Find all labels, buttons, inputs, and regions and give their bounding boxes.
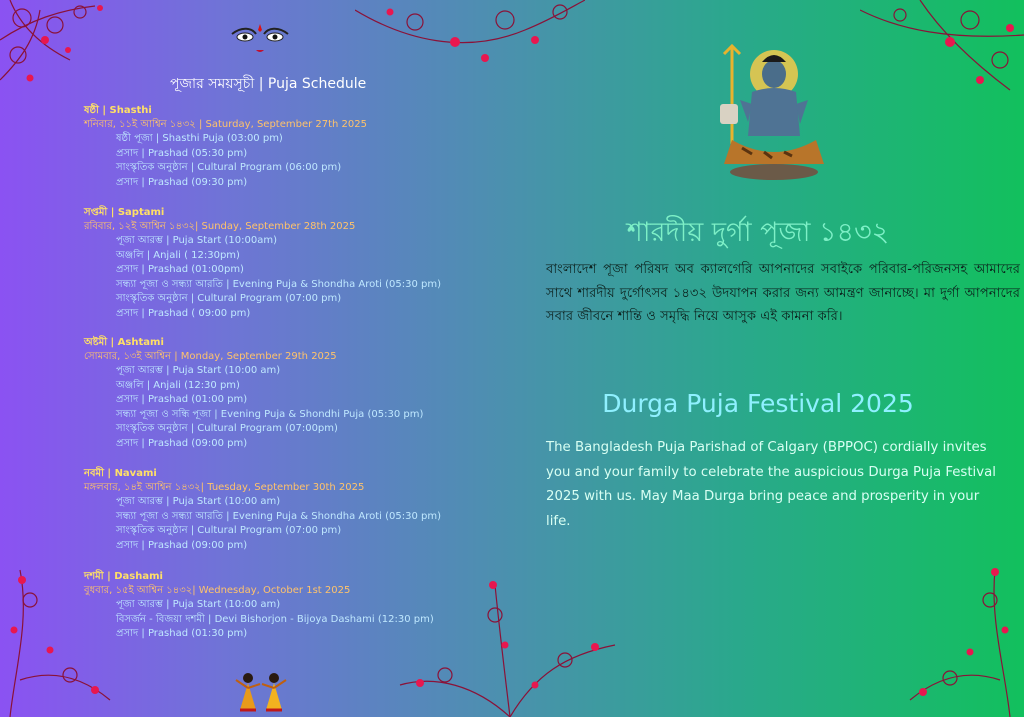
day-title: দশমী | Dashami bbox=[84, 571, 163, 582]
day-date: রবিবার, ১২ই আশ্বিন ১৪৩২| Sunday, September 28th 2025 bbox=[84, 221, 356, 232]
event-item: সন্ধ্যা পূজা ও সন্ধি পূজা | Evening Puja & Shondhi Puja (05:30 pm) bbox=[116, 408, 424, 420]
event-item: অঞ্জলি | Anjali (12:30 pm) bbox=[116, 379, 240, 391]
english-title: Durga Puja Festival 2025 bbox=[602, 389, 914, 418]
event-item: প্রসাদ | Prashad (09:30 pm) bbox=[116, 176, 248, 188]
event-item: পূজা আরম্ভ | Puja Start (10:00 am) bbox=[116, 599, 281, 610]
day-date: সোমবার, ১৩ই আশ্বিন | Monday, September 29th 2025 bbox=[84, 351, 337, 362]
day-title: অষ্টমী | Ashtami bbox=[84, 337, 164, 348]
event-item: প্রসাদ | Prashad (09:00 pm) bbox=[116, 437, 248, 449]
event-item: পূজা আরম্ভ | Puja Start (10:00 am) bbox=[116, 365, 281, 376]
event-item: সন্ধ্যা পূজা ও সন্ধ্যা আরতি | Evening Puja & Shondha Aroti (05:30 pm) bbox=[116, 510, 441, 522]
event-item: পূজা আরম্ভ | Puja Start (10:00am) bbox=[116, 235, 277, 246]
event-item: প্রসাদ | Prashad (01:30 pm) bbox=[116, 628, 248, 639]
event-list bbox=[84, 234, 504, 321]
shiva-meditating-icon bbox=[712, 44, 834, 184]
day-navami bbox=[84, 466, 504, 553]
event-list bbox=[84, 495, 504, 553]
day-date: বুধবার, ১৫ই আশ্বিন ১৪৩২| Wednesday, October 1st 2025 bbox=[84, 585, 351, 596]
durga-eyes-icon bbox=[228, 20, 292, 56]
day-title: নবমী | Navami bbox=[84, 468, 157, 479]
dhunuchi-dancers-icon bbox=[232, 670, 290, 716]
event-item: প্রসাদ | Prashad (01:00pm) bbox=[116, 264, 244, 275]
event-item: প্রসাদ | Prashad ( 09:00 pm) bbox=[116, 307, 251, 319]
floral-corner-top-left bbox=[0, 0, 150, 110]
day-date: মঙ্গলবার, ১৪ই আশ্বিন ১৪৩২| Tuesday, September 30th 2025 bbox=[84, 482, 365, 493]
event-item: প্রসাদ | Prashad (01:00 pm) bbox=[116, 394, 248, 405]
event-item: বিসর্জন - বিজয়া দশমী | Devi Bishorjon - Bijoya Dashami (12:30 pm) bbox=[116, 613, 434, 625]
event-item: ষষ্ঠী পূজা | Shasthi Puja (03:00 pm) bbox=[116, 133, 283, 144]
event-item: সন্ধ্যা পূজা ও সন্ধ্যা আরতি | Evening Puja & Shondha Aroti (05:30 pm) bbox=[116, 278, 441, 290]
day-date: শনিবার, ১১ই আশ্বিন ১৪৩২ | Saturday, September 27th 2025 bbox=[84, 119, 368, 130]
day-shasthi bbox=[84, 103, 504, 190]
event-item: সাংস্কৃতিক অনুষ্ঠান | Cultural Program (07:00 pm) bbox=[116, 293, 342, 304]
english-invitation-text: The Bangladesh Puja Parishad of Calgary (BPPOC) cordially invites you and your family to celebrate the auspicious Durga Puja Festival 2025 with us. May Maa Durga bring peace and prosperity in your life. bbox=[546, 440, 996, 529]
event-item: প্রসাদ | Prashad (05:30 pm) bbox=[116, 147, 248, 159]
event-item: সাংস্কৃতিক অনুষ্ঠান | Cultural Program (06:00 pm) bbox=[116, 162, 342, 173]
schedule-title: পূজার সময়সূচী | Puja Schedule bbox=[170, 76, 367, 92]
event-list bbox=[84, 364, 504, 451]
day-title: ষষ্ঠী | Shasthi bbox=[84, 105, 152, 116]
day-saptami bbox=[84, 205, 504, 321]
event-item: সাংস্কৃতিক অনুষ্ঠান | Cultural Program (07:00pm) bbox=[116, 423, 338, 434]
floral-corner-bottom-right bbox=[895, 560, 1024, 717]
event-item: পূজা আরম্ভ | Puja Start (10:00 am) bbox=[116, 496, 281, 507]
floral-corner-top-right bbox=[860, 0, 1024, 110]
event-item: অঞ্জলি | Anjali ( 12:30pm) bbox=[116, 249, 240, 261]
day-title: সপ্তমী | Saptami bbox=[84, 207, 165, 218]
day-dashami bbox=[84, 569, 504, 642]
day-ashtami bbox=[84, 335, 504, 451]
event-item: প্রসাদ | Prashad (09:00 pm) bbox=[116, 539, 248, 551]
event-list bbox=[84, 598, 504, 642]
event-item: সাংস্কৃতিক অনুষ্ঠান | Cultural Program (07:00 pm) bbox=[116, 525, 342, 536]
bengali-invitation-text: বাংলাদেশ পূজা পরিষদ অব ক্যালগেরি আপনাদের সবাইকে পরিবার-পরিজনসহ আমাদের সাথে শারদীয় দুর্গোৎসব ১৪৩২ উদযাপন করার জন্য আমন্ত্রণ জানাচ্ছে। মা দুর্গা আপনাদের সবার জীবনে শান্তি ও সমৃদ্ধি নিয়ে আসুক এই কামনা করি। bbox=[546, 262, 1020, 324]
bengali-title: শারদীয় দুর্গা পূজা ১৪৩২ bbox=[626, 217, 890, 248]
event-list bbox=[84, 132, 504, 190]
